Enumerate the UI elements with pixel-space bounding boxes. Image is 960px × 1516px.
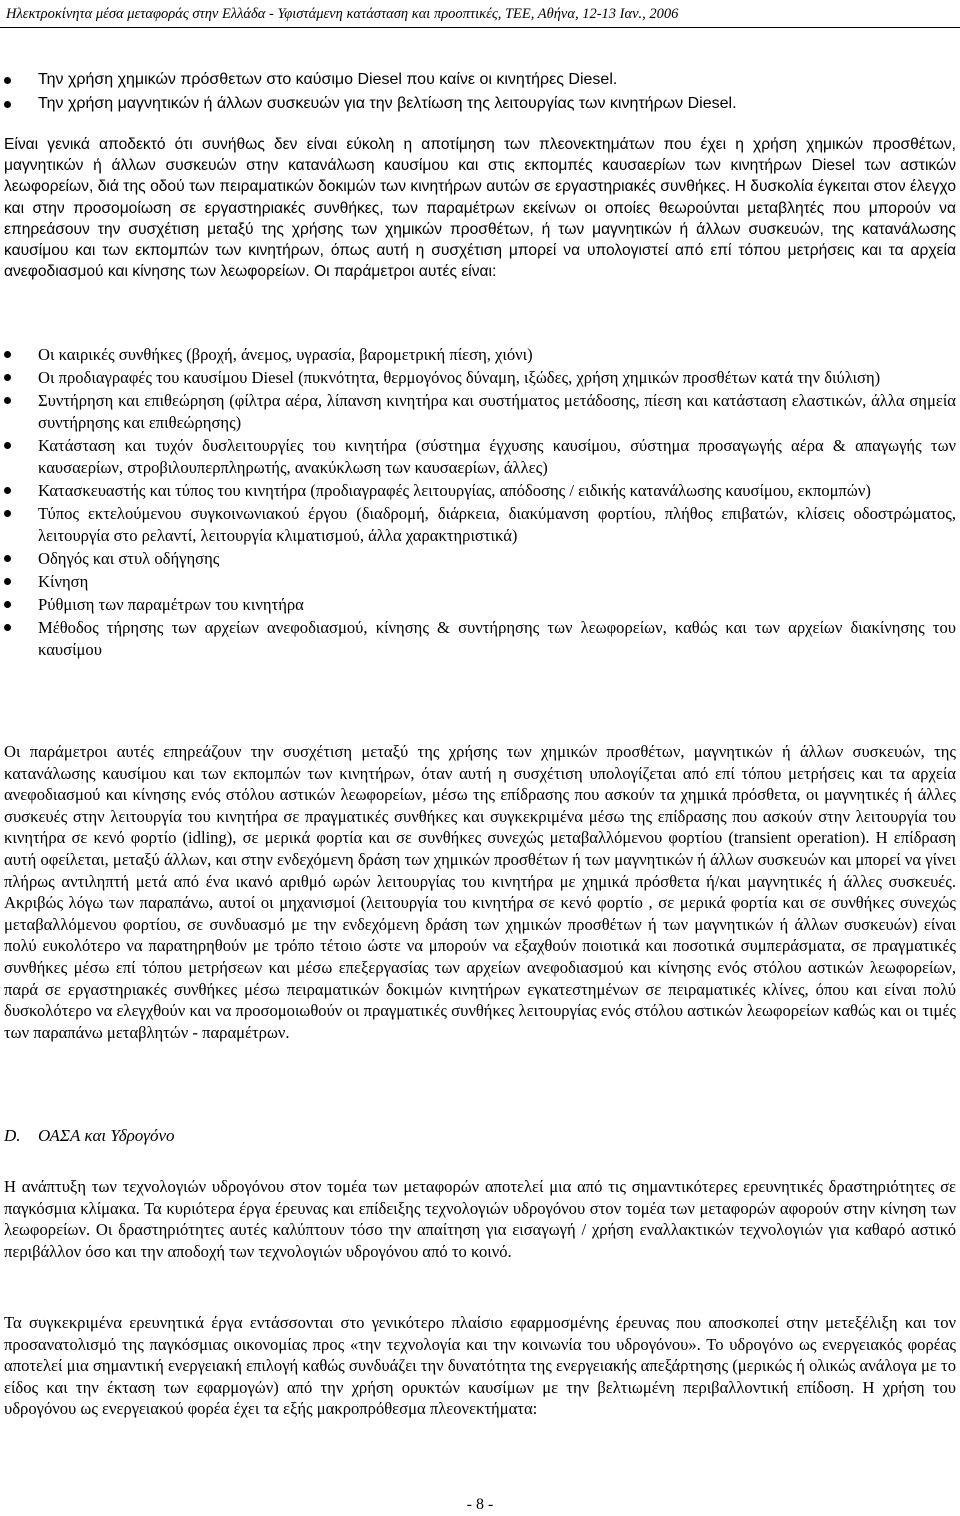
- bullet-icon: [4, 442, 11, 449]
- bullet-icon: [4, 374, 11, 381]
- effects-paragraph: Οι παράμετροι αυτές επηρεάζουν την συσχέτιση μεταξύ της χρήσης των χημικών προσθέτων, μαγνητικών ή άλλων συσκευών, της κατανάλωσης καυσίμου και των εκπομπών των κινητήρων, όταν αυτή η συσχέτιση υπολογίζεται από επί τόπου μετρήσεις και τα αρχεία ανεφοδιασμού και κίνησης ενός στόλου αστικών λεωφορείων, μέσω της επίδρασης που ασκούν τα χημικά πρόσθετα, οι μαγνητικές ή άλλες συσκευές στην λειτουργία του κινητήρα σε πραγματικές συνθήκες και συγκεκριμένα μέσω της επίδρασης που ασκούν στην λειτουργία του κινητήρα σε κενό φορτίο (idling), σε μερικά φορτία και σε συνθήκες συνεχώς μεταβαλλόμενου φορτίου (transient operation). Η επίδραση αυτή οφείλεται, μεταξύ άλλων, και στην ενδεχόμενη δράση των χημικών προσθέτων ή των μαγνητικών ή άλλων συσκευών και μπορεί να γίνει πλήρως αντιληπτή μετά από ένα ικανό αριθμό ωρών λειτουργίας του κινητήρα με χημικά πρόσθετα ή/και μαγνητικές ή άλλες συσκευές. Ακριβώς λόγω των παραπάνω, αυτοί οι μηχανισμοί (λειτουργία του κινητήρα σε κενό φορτίο , σε μερικά φορτία και σε συνθήκες συνεχώς μεταβαλλόμενου φορτίου, σε συνδυασμό με την ενδεχόμενη δράση των χημικών προσθέτων ή των μαγνητικών ή άλλων συσκευών) είναι πολύ ευκολότερο να παρατηρηθούν με τρόπο τέτοιο ώστε να μπορούν να εξαχθούν ποιοτικά και ποσοτικά συμπεράσματα, σε πραγματικές συνθήκες μέσω επί τόπου μετρήσεων και μέσω επεξεργασίας των αρχείων ανεφοδιασμού και κίνησης ενός στόλου αστικών λεωφορείων, παρά σε εργαστηριακές συνθήκες μέσω πειραματικών δοκιμών κινητήρων εγκατεστημένων σε πειραματικές κλίνες, όπου και είναι πολύ δυσκολότερο να ελεγχθούν και να προσομοιωθούν οι πραγματικές συνθήκες λειτουργίας ενός στόλου αστικών λεωφορείων καθώς και οι τιμές των παραπάνω μεταβλητών - παραμέτρων.: [4, 742, 956, 1042]
- list-item-text: Τύπος εκτελούμενου συγκοινωνιακού έργου (διαδρομή, διάρκεια, διακύμανση φορτίου, πλήθος επιβατών, κλίσεις οδοστρώματος, λειτουργία στο ρελαντί, λειτουργία κλιματισμού, άλλα χαρακτηριστικά): [38, 504, 956, 545]
- hydrogen-paragraph-2: Τα συγκεκριμένα ερευνητικά έργα εντάσσονται στο γενικότερο πλαίσιο εφαρμοσμένης έρευνας που αποσκοπεί στην μετεξέλιξη και τον προσανατολισμό της παγκόσμιας οικονομίας προς «την τεχνολογία και την κοινωνία του υδρογόνου». Το υδρογόνο ως ενεργειακός φορέας αποτελεί μια σημαντική ενεργειακή επιλογή καθώς συνδυάζει την δυνατότητα της ενεργειακής απεξάρτησης (μερικώς ή ολικώς ανάλογα με το είδος και την έκταση των εφαρμογών) από την χρήση ορυκτών καυσίμων με την βελτιωμένη περιβαλλοντική επίδοση. Η χρήση του υδρογόνου ως ενεργειακού φορέα έχει τα εξής μακροπρόθεσμα πλεονεκτήματα:: [4, 1313, 956, 1419]
- list-item-text: Οι προδιαγραφές του καυσίμου Diesel (πυκνότητα, θερμογόνος δύναμη, ιξώδες, χρήση χημικών προσθέτων κατά την διύλιση): [38, 368, 881, 388]
- list-item: [0, 594, 960, 616]
- list-item-text: Οδηγός και στυλ οδήγησης: [38, 548, 220, 568]
- bullet-icon: [4, 601, 11, 608]
- list-item-text: Συντήρηση και επιθεώρηση (φίλτρα αέρα, λίπανση κινητήρα και συστήματος μετάδοσης, πίεση και κατάσταση ελαστικών, άλλα σημεία συντήρησης και επιθεώρησης): [38, 391, 956, 432]
- bullet-icon: [4, 510, 11, 517]
- list-item: [0, 617, 960, 660]
- bullet-icon: [4, 624, 11, 631]
- list-item: [0, 68, 960, 92]
- list-item-text: Οι καιρικές συνθήκες (βροχή, άνεμος, υγρασία, βαρομετρική πίεση, χιόνι): [38, 345, 533, 364]
- list-item-text: Την χρήση μαγνητικών ή άλλων συσκευών για την βελτίωση της λειτουργίας των κινητήρων Diesel.: [38, 95, 737, 112]
- bullet-icon: [4, 351, 11, 358]
- list-item-text: Κίνηση: [38, 572, 89, 592]
- parameters-list: [0, 344, 960, 662]
- section-number: D.: [4, 1126, 21, 1145]
- running-header: Ηλεκτροκίνητα μέσα μεταφοράς στην Ελλάδα - Υφιστάμενη κατάσταση και προοπτικές, ΤΕΕ, Αθήνα, 12-13 Ιαν., 2006: [0, 0, 960, 28]
- list-item-text: Την χρήση χημικών πρόσθετων στο καύσιμο Diesel που καίνε οι κινητήρες Diesel.: [38, 71, 618, 88]
- list-item: [0, 390, 960, 433]
- page-number: - 8 -: [466, 1496, 494, 1513]
- list-item: [0, 92, 960, 116]
- hydrogen-paragraph-1: Η ανάπτυξη των τεχνολογιών υδρογόνου στον τομέα των μεταφορών αποτελεί μια από τις σημαντικότερες ερευνητικές δραστηριότητες σε παγκόσμια κλίμακα. Τα κυριότερα έργα έρευνας και επίδειξης τεχνολογιών υδρογόνου στον τομέα των μεταφορών αφορούν στην κίνηση των λεωφορείων. Οι δραστηριότητες αυτές καλύπτουν τόσο την απαίτηση για εισαγωγή / χρήση εναλλακτικών τεχνολογιών για καθαρό αστικό περιβάλλον όσο και την αποδοχή των τεχνολογιών υδρογόνου από το κοινό.: [4, 1177, 956, 1261]
- section-title: ΟΑΣΑ και Υδρογόνο: [38, 1126, 175, 1145]
- list-item: [0, 503, 960, 546]
- bullet-icon: [4, 101, 11, 108]
- list-item: [0, 480, 960, 502]
- section-heading: [4, 1126, 175, 1146]
- list-item-text: Κατάσταση και τυχόν δυσλειτουργίες του κινητήρα (σύστημα έγχυσης καυσίμου, σύστημα προσαγωγής αέρα & απαγωγής των καυσαερίων, στροβιλουπερπληρωτής, ανακύκλωση των καυσαερίων, άλλες): [38, 436, 956, 477]
- intro-paragraph: Είναι γενικά αποδεκτό ότι συνήθως δεν είναι εύκολη η αποτίμηση των πλεονεκτημάτων που έχει η χρήση χημικών προσθέτων, μαγνητικών ή άλλων συσκευών στην κατανάλωση καυσίμου και στις εκπομπές καυσαερίων των κινητήρων Diesel των αστικών λεωφορείων, διά της οδού των πειραματικών δοκιμών των κινητήρων αυτών σε εργαστηριακές συνθήκες. Η δυσκολία έγκειται στον έλεγχο και στην προσομοίωση σε εργαστηριακές συνθήκες, των παραμέτρων εκείνων οι οποίες θεωρούνται μεταβλητές που μπορούν να επηρεάσουν την συσχέτιση μεταξύ της χρήσης των χημικών προσθέτων, ή των μαγνητικών ή άλλων συσκευών, της κατανάλωσης καυσίμου και των εκπομπών των κινητήρων, όπως αυτή η συσχέτιση μπορεί να υπολογιστεί από επί τόπου μετρήσεις και τα αρχεία ανεφοδιασμού και κίνησης των λεωφορείων. Οι παράμετροι αυτές είναι:: [4, 136, 956, 281]
- bullet-icon: [4, 487, 11, 494]
- list-item: [0, 548, 960, 570]
- list-item: [0, 571, 960, 593]
- list-item-text: Κατασκευαστής και τύπος του κινητήρα (προδιαγραφές λειτουργίας, απόδοσης / ειδικής κατανάλωσης καυσίμου, εκπομπών): [38, 480, 871, 500]
- bullet-icon: [4, 77, 11, 84]
- intro-bullet-list: [0, 68, 960, 116]
- list-item: [0, 435, 960, 478]
- list-item-text: Ρύθμιση των παραμέτρων του κινητήρα: [38, 595, 304, 615]
- list-item-text: Μέθοδος τήρησης των αρχείων ανεφοδιασμού, κίνησης & συντήρησης των λεωφορείων, καθώς και των αρχείων διακίνησης του καυσίμου: [38, 618, 956, 660]
- bullet-icon: [4, 578, 11, 585]
- bullet-icon: [4, 397, 11, 404]
- bullet-icon: [4, 555, 11, 562]
- list-item: [0, 367, 960, 389]
- list-item: [0, 344, 960, 366]
